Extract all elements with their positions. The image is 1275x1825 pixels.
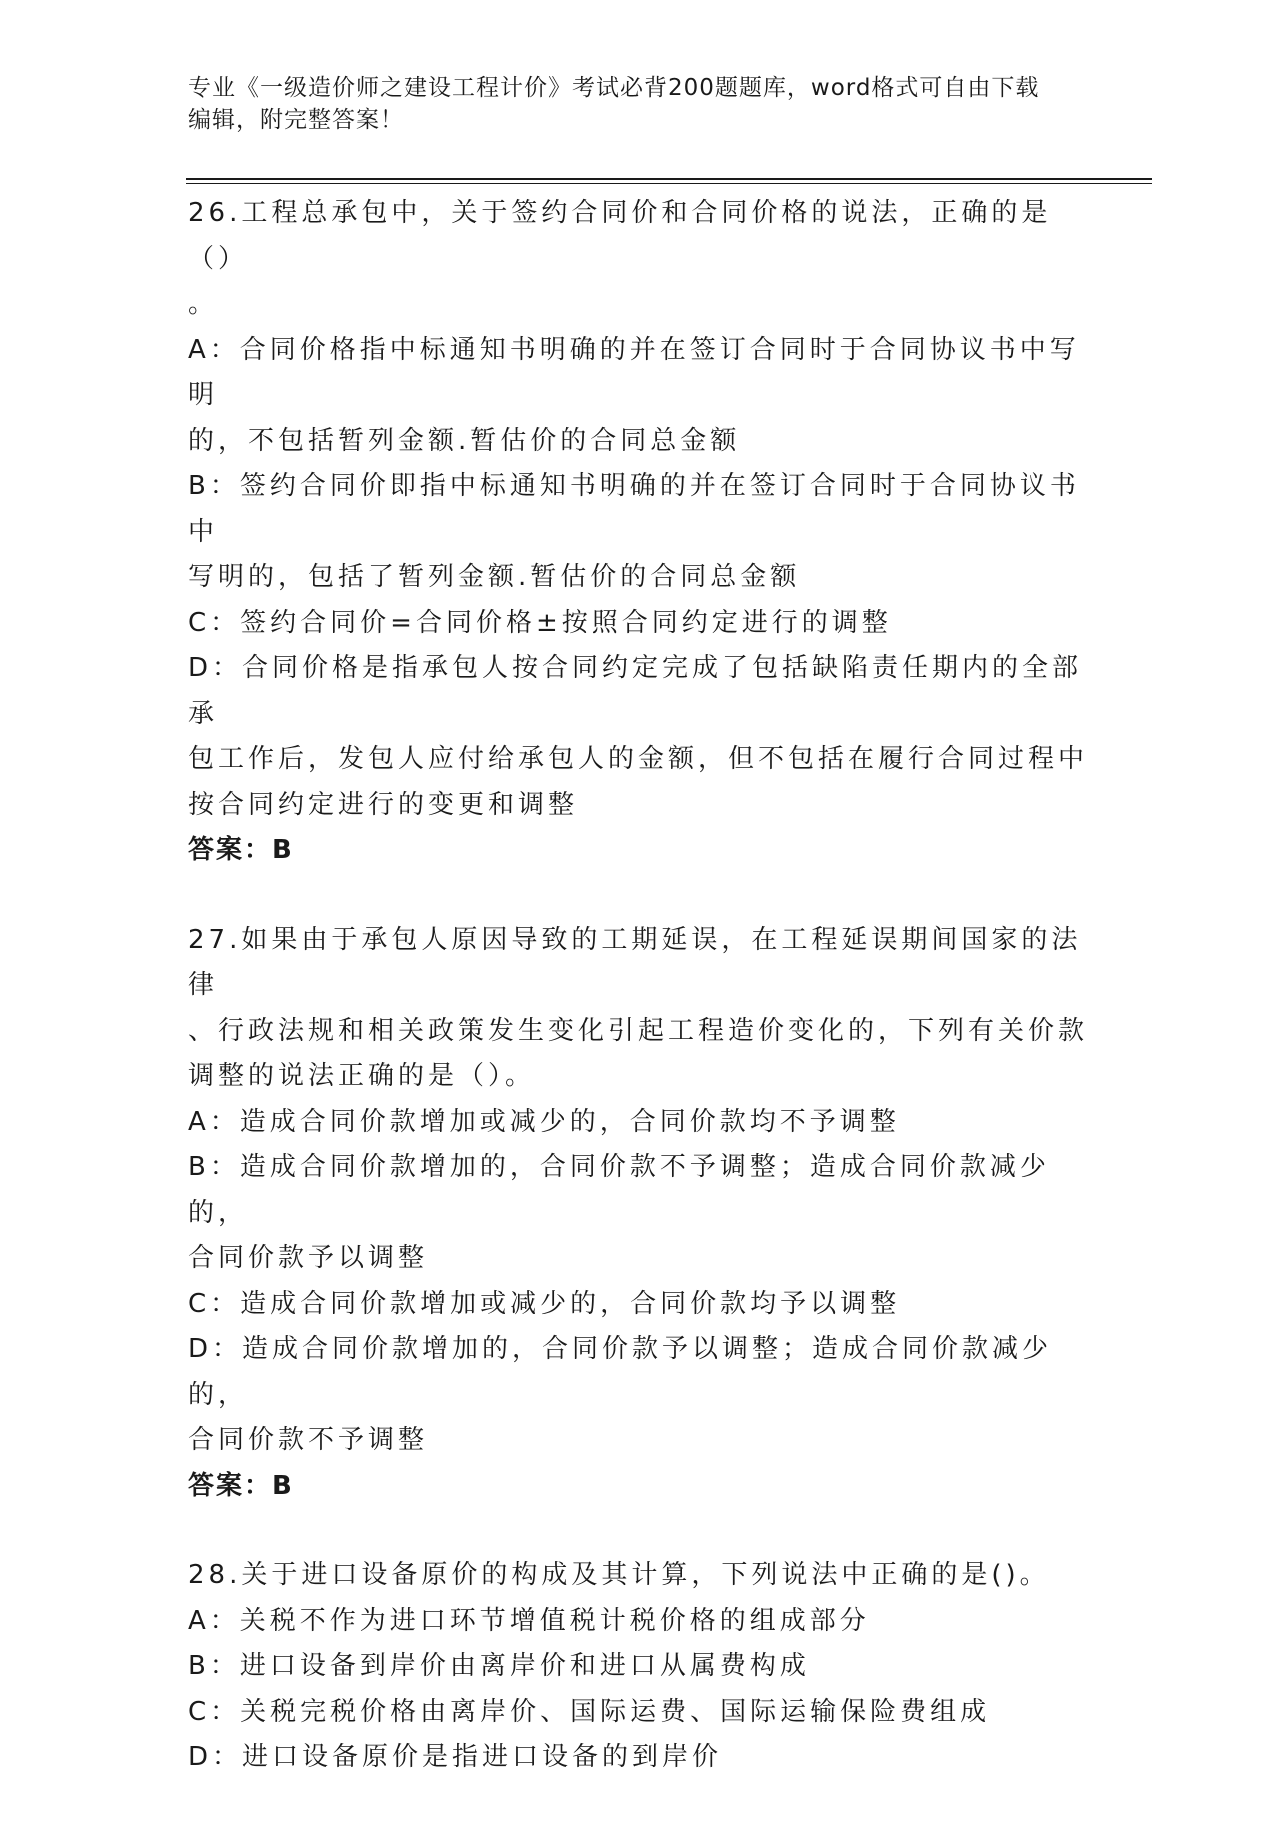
option-line: B：造成合同价款增加的，合同价款不予调整；造成合同价款减少的， [188,1152,1050,1228]
option-line: 合同价款予以调整 [188,1243,429,1273]
question-28 [188,1553,1088,1781]
option-line: D：合同价格是指承包人按合同约定完成了包括缺陷责任期内的全部承 [188,653,1083,729]
question-list [188,191,1088,1825]
question-stem-line: 26.工程总承包中，关于签约合同价和合同价格的说法，正确的是（） [188,198,1052,274]
option-line: D：进口设备原价是指进口设备的到岸价 [188,1742,723,1772]
option-line: 写明的，包括了暂列金额.暂估价的合同总金额 [188,562,801,592]
question-stem-line: 28.关于进口设备原价的构成及其计算，下列说法中正确的是()。 [188,1560,1050,1590]
option-line: D：造成合同价款增加的，合同价款予以调整；造成合同价款减少的， [188,1334,1053,1410]
answer-line: 答案：B [188,1470,294,1501]
option-line: C：关税完税价格由离岸价、国际运费、国际运输保险费组成 [188,1696,991,1727]
header-line-2: 编辑，附完整答案！ [188,107,404,133]
option-line: B：进口设备到岸价由离岸价和进口从属费构成 [188,1651,810,1681]
option-line: A：合同价格指中标通知书明确的并在签订合同时于合同协议书中写明 [188,334,1080,410]
option-line: A：造成合同价款增加或减少的，合同价款均不予调整 [188,1106,900,1137]
question-stem-line: 27.如果由于承包人原因导致的工期延误，在工程延误期间国家的法律 [188,924,1082,1000]
question-26 [188,191,1088,874]
option-line: 包工作后，发包人应付给承包人的金额，但不包括在履行合同过程中 [188,744,1089,774]
question-stem-line: 调整的说法正确的是（）。 [188,1061,536,1091]
option-line: 的，不包括暂列金额.暂估价的合同总金额 [188,425,741,456]
header-rule-thin [186,183,1152,184]
option-line: B：签约合同价即指中标通知书明确的并在签订合同时于合同协议书中 [188,471,1080,547]
question-stem-line: 、行政法规和相关政策发生变化引起工程造价变化的，下列有关价款 [188,1015,1089,1046]
question-stem-line: 。 [188,289,219,319]
option-line: 合同价款不予调整 [188,1425,429,1455]
header-line-1: 专业《一级造价师之建设工程计价》考试必背200题题库，word格式可自由下载 [188,75,1040,101]
question-27 [188,918,1088,1510]
option-line: C：造成合同价款增加或减少的，合同价款均予以调整 [188,1288,901,1319]
page-header [188,72,1068,136]
answer-line: 答案：B [188,835,294,865]
option-line: A：关税不作为进口环节增值税计税价格的组成部分 [188,1605,870,1636]
option-line: C：签约合同价=合同价格±按照合同约定进行的调整 [188,607,892,638]
option-line: 按合同约定进行的变更和调整 [188,789,579,820]
header-rule-thick [186,178,1152,180]
